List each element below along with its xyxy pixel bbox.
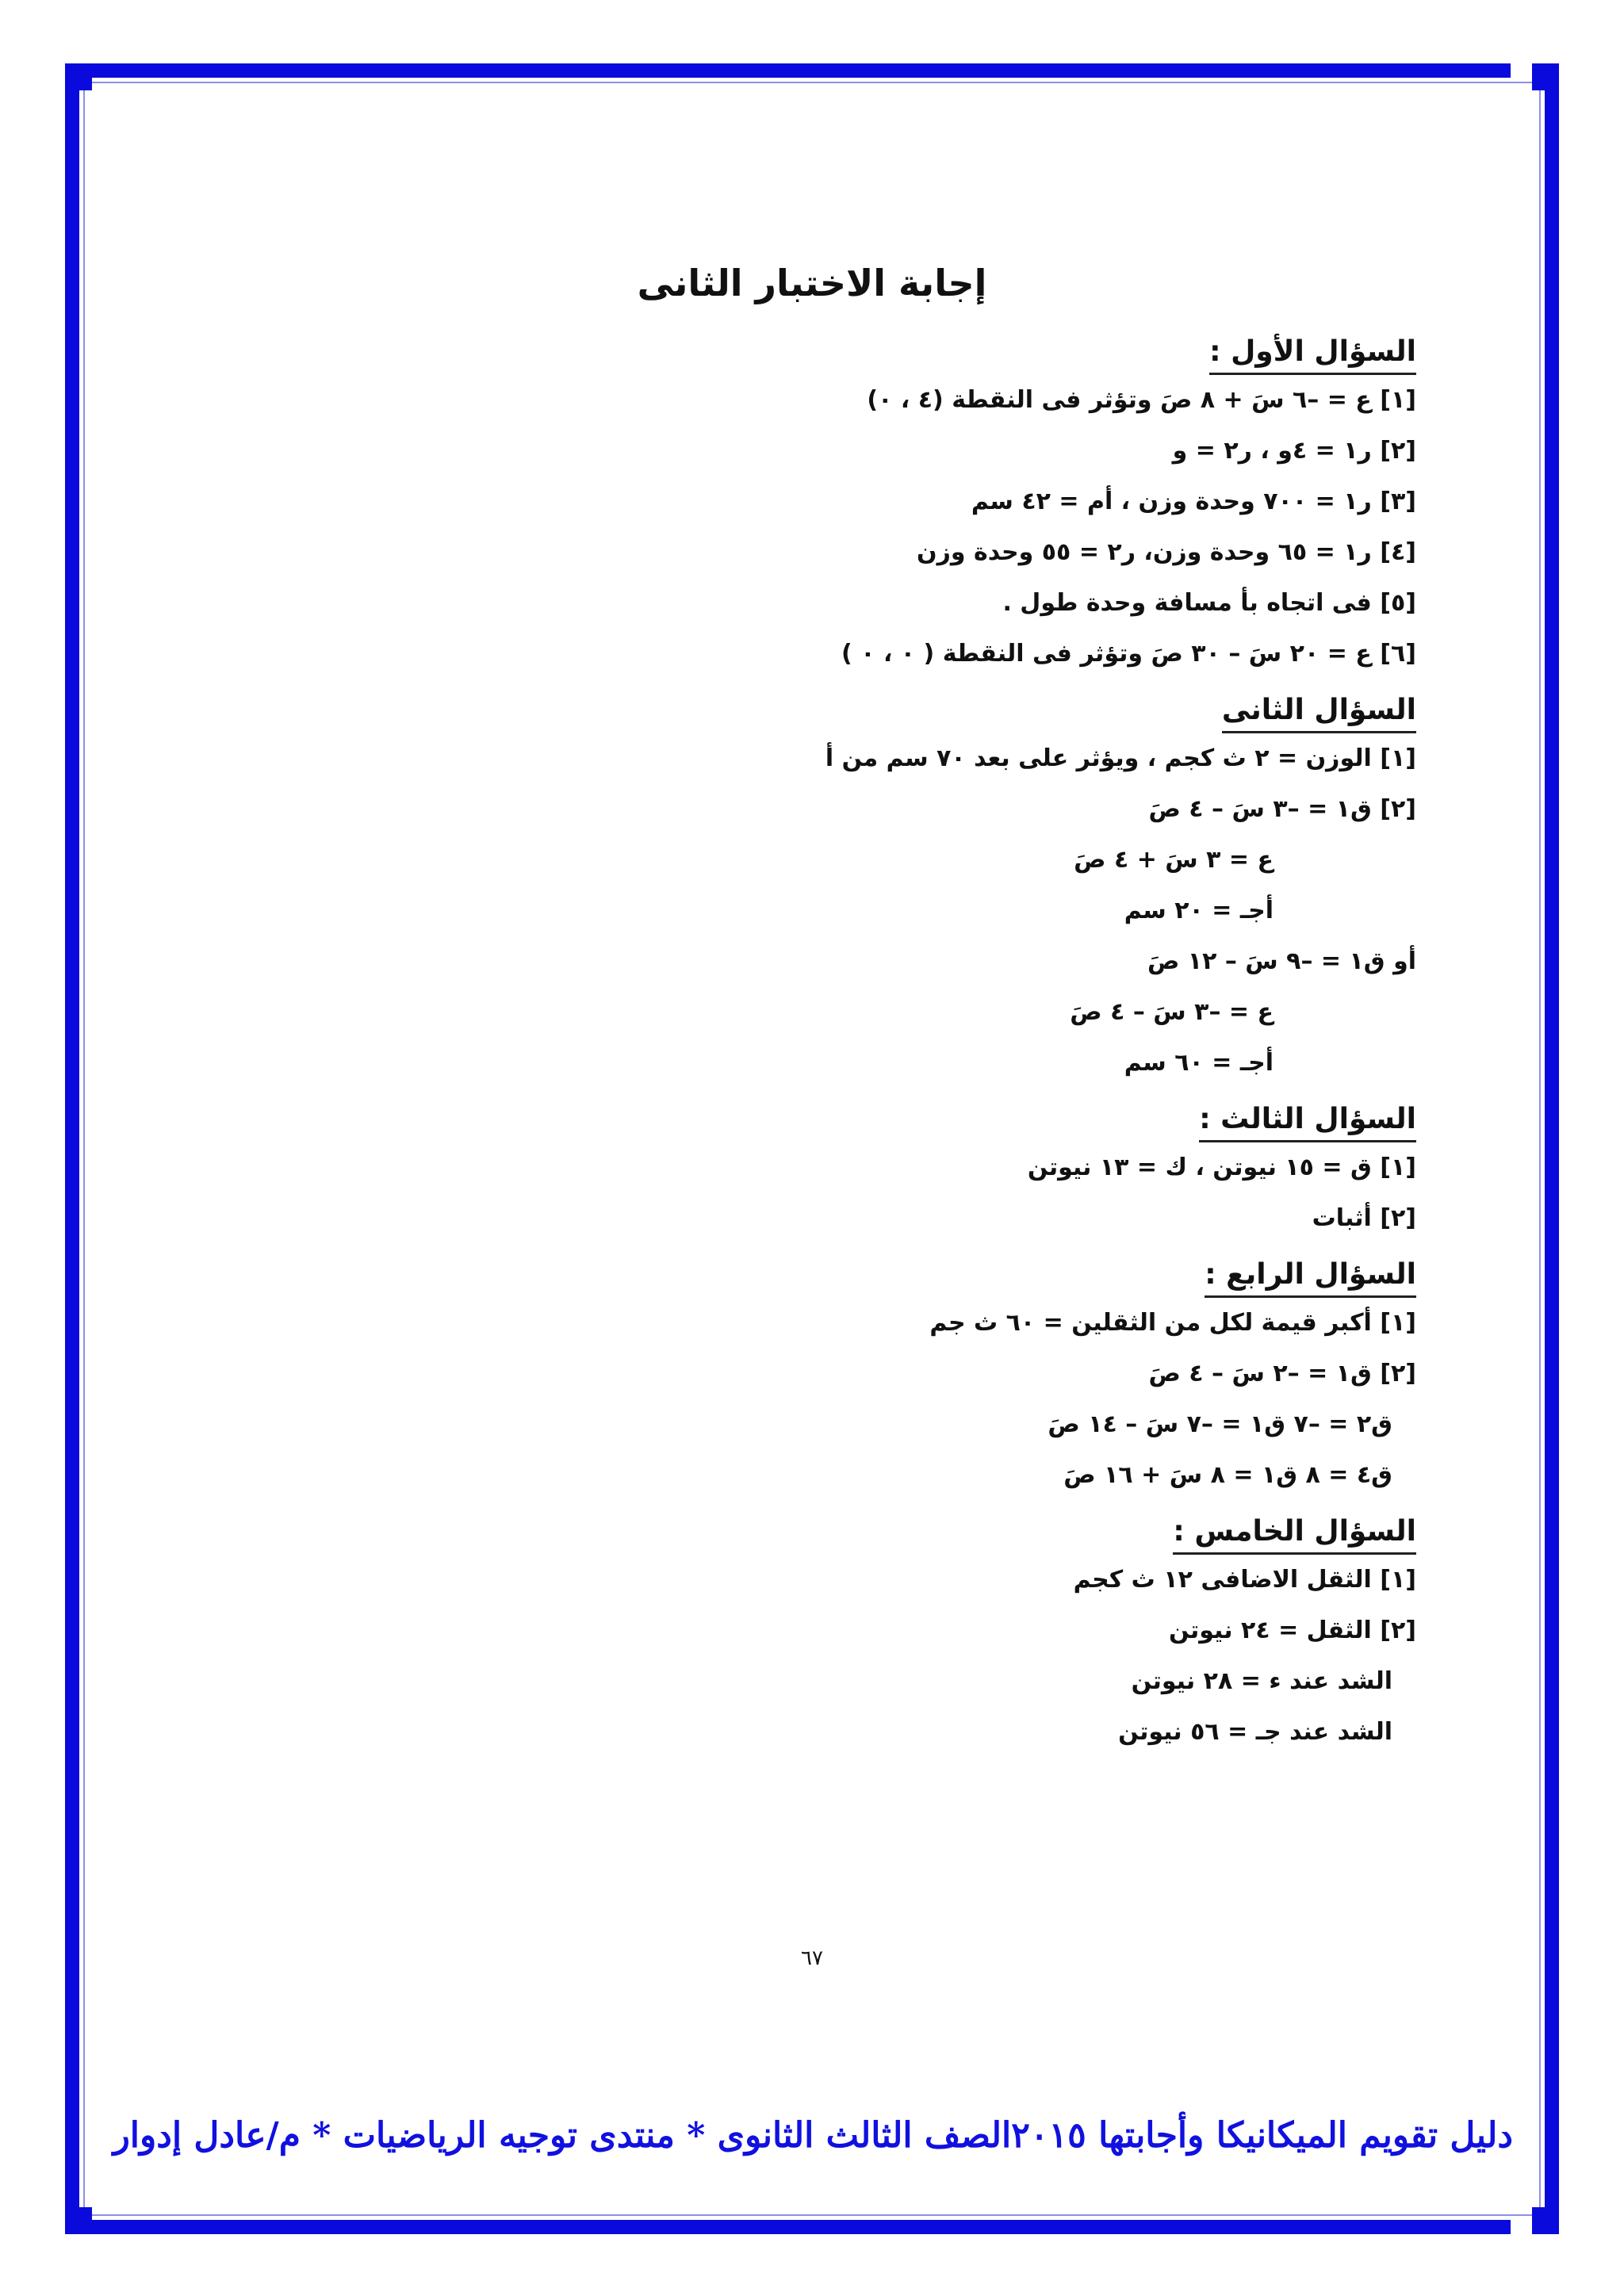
answer-line: [١] الثقل الاضافى ١٢ ث كجم <box>1073 1566 1416 1594</box>
answer-line: [٣] ر١ = ٧٠٠ وحدة وزن ، أم = ٤٢ سم <box>971 488 1416 515</box>
answer-line: [٦] ع = ٢٠ سَ – ٣٠ صَ وتؤثر فى النقطة ( ٠ ، ٠ ) <box>841 640 1416 668</box>
answers-content <box>496 329 1416 1766</box>
answer-line: [٢] ق١ = –٢ سَ – ٤ صَ <box>1148 1360 1416 1387</box>
question-section <box>496 1509 1416 1758</box>
answer-line: أجـ = ٦٠ سم <box>1124 1049 1274 1077</box>
section-title: السؤال الثالث : <box>1199 1096 1416 1142</box>
section-title: السؤال الرابع : <box>1205 1252 1416 1298</box>
section-title: السؤال الثانى <box>1222 687 1416 733</box>
answer-line: [١] أكبر قيمة لكل من الثقلين = ٦٠ ث جم <box>929 1309 1416 1337</box>
question-section <box>496 687 1416 1089</box>
question-section <box>496 329 1416 679</box>
answer-line: [٥] فى اتجاه بأ مسافة وحدة طول . <box>1002 589 1416 617</box>
answer-line: أو ق١ = –٩ سَ – ١٢ صَ <box>1147 947 1416 975</box>
page-title: إجابة الاختبار الثانى <box>637 262 987 304</box>
answer-line: أجـ = ٢٠ سم <box>1124 897 1274 924</box>
page-number: ٦٧ <box>801 1946 823 1970</box>
answer-line: ع = ٣ سَ + ٤ صَ <box>1074 846 1274 874</box>
answer-line: ق٢ = –٧ ق١ = –٧ سَ – ١٤ صَ <box>1048 1410 1392 1438</box>
question-section <box>496 1096 1416 1244</box>
section-title: السؤال الأول : <box>1209 329 1416 375</box>
section-title: السؤال الخامس : <box>1173 1509 1416 1555</box>
answer-line: الشد عند ء = ٢٨ نيوتن <box>1131 1667 1392 1695</box>
answer-line: [٢] الثقل = ٢٤ نيوتن <box>1168 1617 1416 1644</box>
answer-line: [١] ق = ١٥ نيوتن ، ك = ١٣ نيوتن <box>1027 1154 1416 1181</box>
answer-line: ق٤ = ٨ ق١ = ٨ سَ + ١٦ صَ <box>1063 1461 1392 1489</box>
answer-line: [١] الوزن = ٢ ث كجم ، ويؤثر على بعد ٧٠ سم من أ <box>825 744 1416 772</box>
answer-line: الشد عند جـ = ٥٦ نيوتن <box>1118 1718 1392 1746</box>
answer-line: ع = –٣ سَ – ٤ صَ <box>1070 998 1274 1026</box>
question-section <box>496 1252 1416 1501</box>
answer-line: [٢] أثبات <box>1312 1204 1416 1232</box>
footer-caption: دليل تقويم الميكانيكا وأجابتها ٢٠١٥الصف الثالث الثانوى * منتدى توجيه الرياضيات * م/عادل إدوار <box>113 2115 1513 2156</box>
answer-line: [١] ع = –٦ سَ + ٨ صَ وتؤثر فى النقطة (٤ ، ٠) <box>867 386 1416 414</box>
answer-line: [٢] ر١ = ٤و ، ر٢ = و <box>1172 437 1416 465</box>
answer-line: [٤] ر١ = ٦٥ وحدة وزن، ر٢ = ٥٥ وحدة وزن <box>917 538 1416 566</box>
answer-line: [٢] ق١ = –٣ سَ – ٤ صَ <box>1148 795 1416 823</box>
